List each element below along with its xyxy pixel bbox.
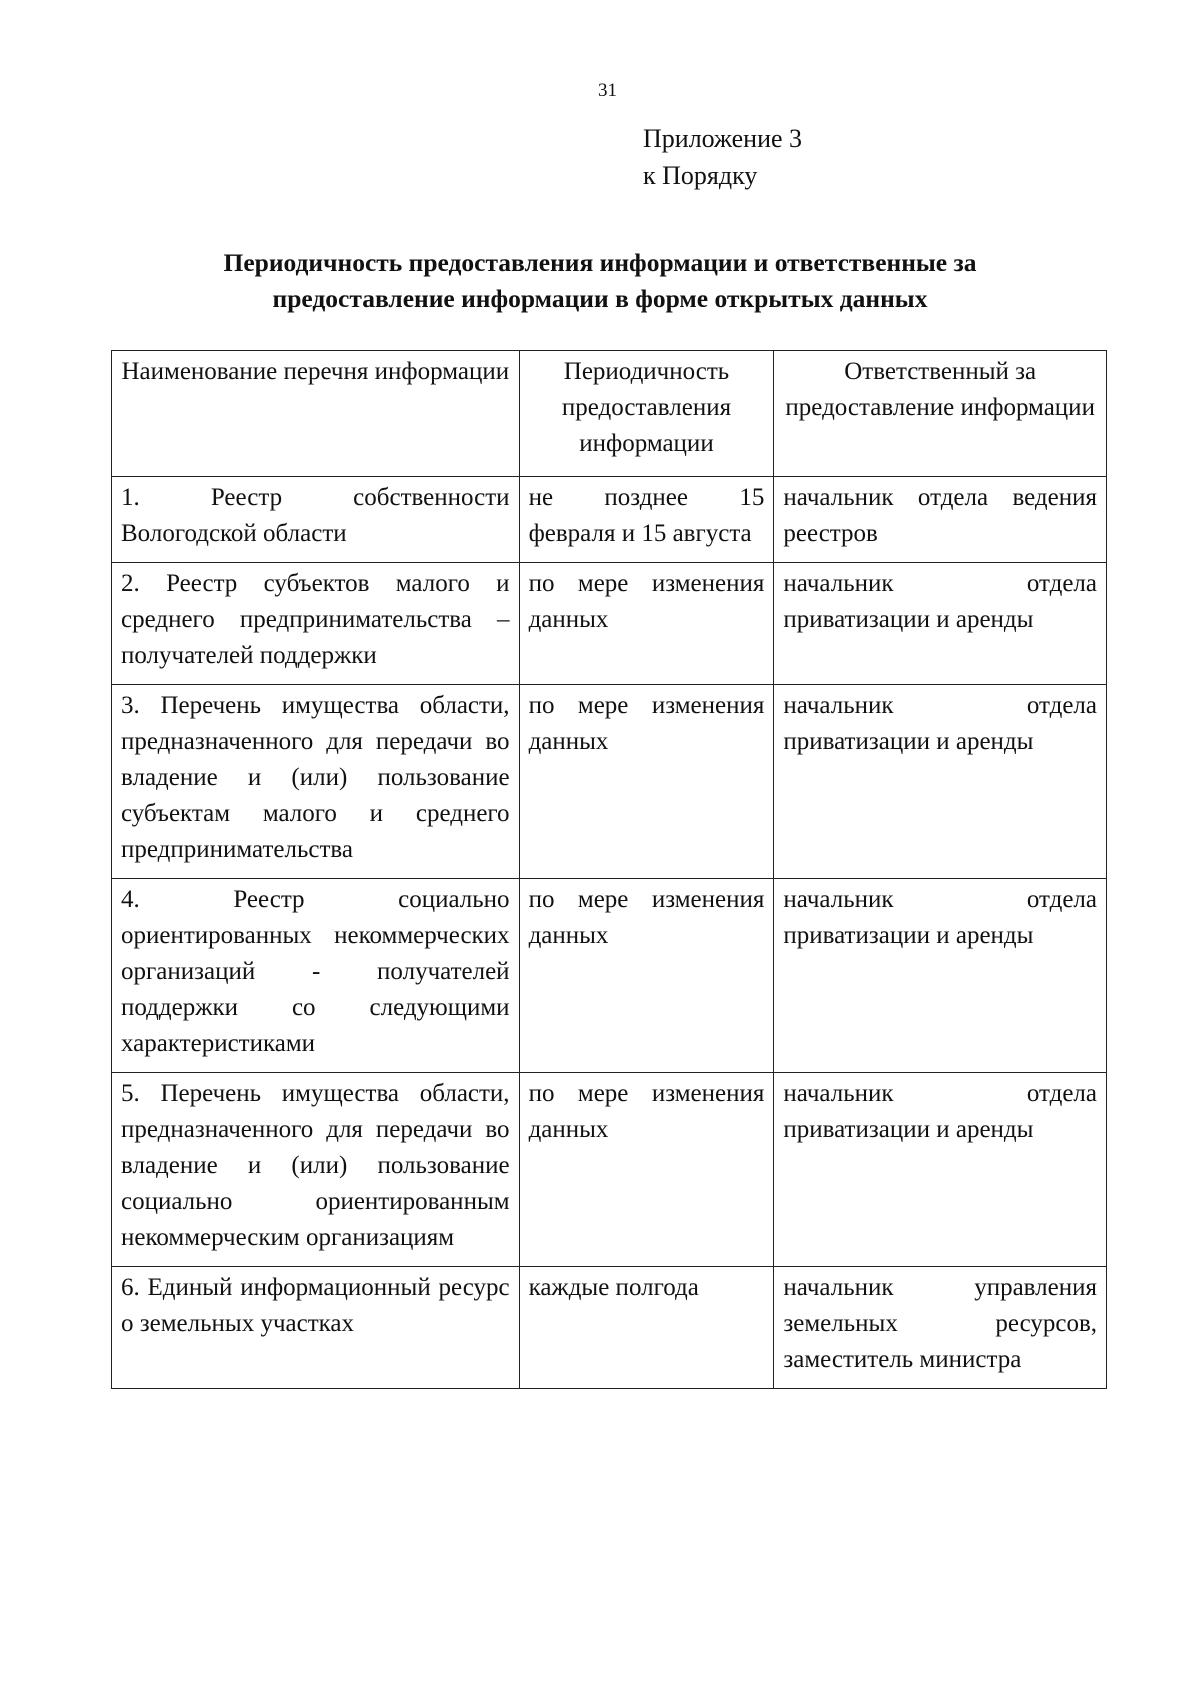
row-responsible: начальник отдела приватизации и аренды	[774, 563, 1107, 685]
table-row	[112, 685, 1107, 879]
row-responsible: начальник управления земельных ресурсов, заместитель министра	[774, 1267, 1107, 1389]
table-row	[112, 1267, 1107, 1389]
row-name: 5. Перечень имущества области, предназначенного для передачи во владение и (или) пользование социально ориентированным некоммерческим организациям	[112, 1073, 520, 1267]
row-period: по мере изменения данных	[519, 685, 774, 879]
title-line-1: Периодичность предоставления информации и ответственные за	[223, 248, 977, 277]
open-data-table	[111, 350, 1107, 1389]
appendix-note	[643, 120, 802, 194]
appendix-line-1: Приложение 3	[643, 124, 803, 153]
row-period: каждые полгода	[519, 1267, 774, 1389]
header-responsible: Ответственный за предоставление информации	[774, 351, 1107, 477]
row-responsible: начальник отдела приватизации и аренды	[774, 879, 1107, 1073]
row-name: 2. Реестр субъектов малого и среднего предпринимательства – получателей поддержки	[112, 563, 520, 685]
row-responsible: начальник отдела приватизации и аренды	[774, 1073, 1107, 1267]
appendix-line-2: к Порядку	[643, 161, 758, 190]
document-title	[110, 245, 1090, 317]
table-row	[112, 1073, 1107, 1267]
header-name: Наименование перечня информации	[112, 351, 520, 477]
row-responsible: начальник отдела ведения реестров	[774, 477, 1107, 563]
row-name: 6. Единый информационный ресурс о земельных участках	[112, 1267, 520, 1389]
page-number: 31	[598, 80, 617, 101]
row-period: по мере изменения данных	[519, 1073, 774, 1267]
header-period: Периодичность предоставления информации	[519, 351, 774, 477]
row-period: по мере изменения данных	[519, 879, 774, 1073]
table-row	[112, 879, 1107, 1073]
table-row	[112, 563, 1107, 685]
row-period: по мере изменения данных	[519, 563, 774, 685]
table-header-row	[112, 351, 1107, 477]
row-responsible: начальник отдела приватизации и аренды	[774, 685, 1107, 879]
row-period: не позднее 15 февраля и 15 августа	[519, 477, 774, 563]
title-line-2: предоставление информации в форме открытых данных	[272, 284, 928, 313]
row-name: 4. Реестр социально ориентированных некоммерческих организаций - получателей поддержки со следующими характеристиками	[112, 879, 520, 1073]
row-name: 3. Перечень имущества области, предназначенного для передачи во владение и (или) пользование субъектам малого и среднего предпринимательства	[112, 685, 520, 879]
row-name: 1. Реестр собственности Вологодской области	[112, 477, 520, 563]
table-row	[112, 477, 1107, 563]
